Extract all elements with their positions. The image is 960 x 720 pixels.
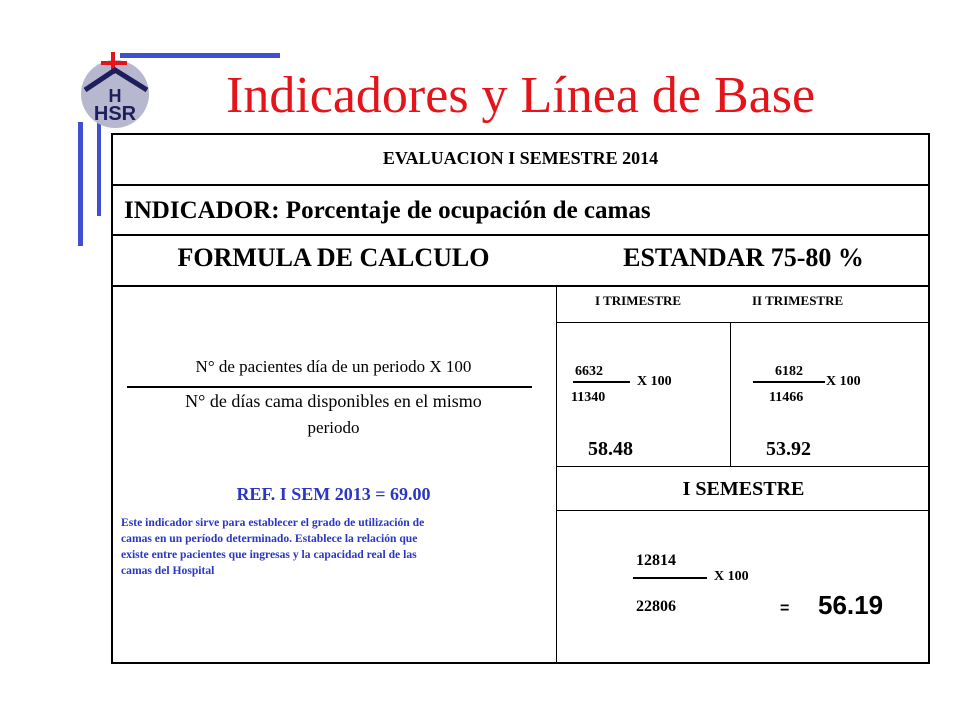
- page-title: Indicadores y Línea de Base: [226, 67, 816, 124]
- hospital-logo: [75, 50, 165, 128]
- trimester-2-numerator: 6182: [775, 364, 803, 379]
- description-line: Este indicador sirve para establecer el grado de utilización de: [121, 516, 425, 529]
- formula-numerator: N° de pacientes día de un periodo X 100: [195, 357, 472, 376]
- trimester-2-multiplier: X 100: [826, 374, 861, 389]
- decorative-bar-left-inner: [97, 122, 101, 216]
- semester-result: 56.19: [818, 590, 884, 620]
- formula-denominator-cont: periodo: [307, 418, 360, 437]
- row-divider: [111, 285, 930, 287]
- trimester-1-label: I TRIMESTRE: [595, 293, 682, 308]
- table-header: EVALUACION I SEMESTRE 2014: [382, 148, 659, 168]
- formula-fraction-bar: [127, 386, 532, 388]
- trimester-2-fraction-bar: [753, 381, 825, 383]
- formula-column-header: FORMULA DE CALCULO: [177, 243, 490, 272]
- semester-numerator: 12814: [636, 552, 676, 569]
- description-line: existe entre pacientes que ingresas y la capacidad real de las: [121, 548, 417, 561]
- trimester-2-denominator: 11466: [769, 390, 804, 405]
- trimester-2-label: II TRIMESTRE: [752, 293, 844, 308]
- description-line: camas en un período determinado. Establece la relación que: [121, 532, 418, 545]
- standard-column-header: ESTANDAR 75-80 %: [623, 243, 864, 272]
- description-line: camas del Hospital: [121, 564, 215, 577]
- trimester-2-result: 53.92: [766, 438, 811, 460]
- trimester-1-result: 58.48: [588, 438, 633, 460]
- indicator-label: INDICADOR: Porcentaje de ocupación de camas: [124, 197, 651, 224]
- column-divider: [556, 285, 557, 664]
- trimester-1-fraction-bar: [573, 381, 630, 383]
- row-divider: [557, 510, 930, 511]
- trimester-1-numerator: 6632: [575, 364, 603, 379]
- semester-denominator: 22806: [636, 598, 676, 615]
- formula-denominator: N° de días cama disponibles en el mismo: [185, 391, 482, 411]
- row-divider: [557, 466, 930, 467]
- row-divider: [557, 322, 930, 323]
- svg-text:H: H: [108, 86, 122, 106]
- column-divider: [730, 322, 731, 466]
- decorative-bar-left: [78, 122, 83, 246]
- row-divider: [111, 184, 930, 186]
- trimester-1-denominator: 11340: [571, 390, 606, 405]
- semester-fraction-bar: [633, 577, 707, 579]
- logo-text: HSR: [93, 103, 137, 125]
- semester-label: I SEMESTRE: [682, 478, 805, 500]
- trimester-1-multiplier: X 100: [637, 374, 672, 389]
- row-divider: [111, 234, 930, 236]
- semester-equals: =: [780, 600, 790, 617]
- reference-value: REF. I SEM 2013 = 69.00: [236, 484, 431, 504]
- semester-multiplier: X 100: [714, 569, 749, 584]
